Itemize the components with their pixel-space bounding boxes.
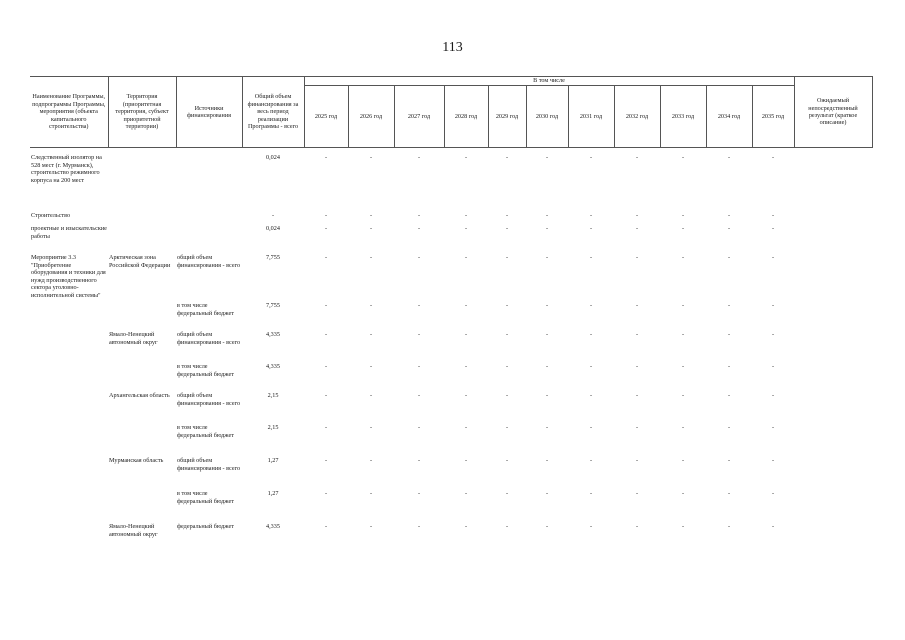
row-name	[30, 424, 108, 457]
row-year-value: -	[464, 331, 468, 339]
row-source	[176, 154, 242, 212]
row-total: 1,27	[267, 457, 279, 465]
row-year-value: -	[324, 457, 328, 465]
header-year: 2025 год	[304, 85, 348, 148]
row-year-value: -	[589, 392, 593, 400]
row-total: 4,335	[266, 363, 280, 371]
header-year: 2028 год	[444, 85, 488, 148]
row-year-value: -	[771, 154, 775, 161]
row-year-value: -	[681, 212, 685, 219]
row-year-value: -	[545, 523, 549, 531]
row-year-value: -	[771, 302, 775, 310]
row-result	[794, 302, 872, 331]
row-year-value: -	[505, 523, 509, 531]
row-year-value: -	[505, 254, 509, 261]
header-including: В том числе	[304, 77, 794, 86]
table-row	[30, 154, 872, 212]
row-year-value: -	[727, 457, 731, 465]
row-year-value: -	[369, 490, 373, 498]
row-year-value: -	[681, 523, 685, 531]
row-year-value: -	[589, 154, 593, 161]
row-name: Строительство	[31, 212, 71, 219]
row-source: в том числе федеральный бюджет	[177, 302, 234, 317]
row-year-value: -	[771, 392, 775, 400]
row-source: в том числе федеральный бюджет	[177, 424, 234, 439]
row-name	[30, 331, 108, 363]
row-year-value: -	[324, 392, 328, 400]
header-year: 2032 год	[614, 85, 660, 148]
row-year-value: -	[417, 490, 421, 498]
row-year-value: -	[635, 363, 639, 371]
row-territory	[108, 490, 176, 523]
row-year-value: -	[464, 523, 468, 531]
row-year-value: -	[681, 363, 685, 371]
row-year-value: -	[545, 392, 549, 400]
row-year-value: -	[545, 302, 549, 310]
header-name: Наименование Программы, подпрограммы Программы, мероприятия (объекта капитального строительства)	[30, 77, 108, 148]
row-year-value: -	[324, 154, 328, 161]
row-source: в том числе федеральный бюджет	[177, 490, 234, 505]
row-year-value: -	[589, 225, 593, 232]
row-name	[30, 363, 108, 392]
row-year-value: -	[464, 363, 468, 371]
row-year-value: -	[727, 254, 731, 261]
row-year-value: -	[464, 424, 468, 432]
row-name	[30, 392, 108, 424]
row-total: 2,15	[267, 424, 279, 432]
row-year-value: -	[635, 302, 639, 310]
row-year-value: -	[681, 302, 685, 310]
row-year-value: -	[635, 331, 639, 339]
row-year-value: -	[505, 457, 509, 465]
row-year-value: -	[464, 490, 468, 498]
row-year-value: -	[417, 225, 421, 232]
row-year-value: -	[635, 523, 639, 531]
row-year-value: -	[464, 392, 468, 400]
row-year-value: -	[771, 331, 775, 339]
row-year-value: -	[545, 154, 549, 161]
page-number: 113	[442, 40, 463, 55]
row-year-value: -	[545, 225, 549, 232]
row-year-value: -	[545, 457, 549, 465]
row-year-value: -	[545, 424, 549, 432]
row-source: общий объем финансирования - всего	[177, 254, 241, 269]
row-year-value: -	[771, 490, 775, 498]
row-year-value: -	[369, 392, 373, 400]
row-source: общий объем финансирования - всего	[177, 331, 241, 346]
row-year-value: -	[369, 424, 373, 432]
row-year-value: -	[681, 392, 685, 400]
row-year-value: -	[727, 392, 731, 400]
table-row	[30, 212, 872, 225]
row-year-value: -	[505, 154, 509, 161]
row-name	[30, 302, 108, 331]
header-year: 2030 год	[526, 85, 568, 148]
row-source	[176, 225, 242, 254]
table-header	[30, 76, 873, 148]
row-year-value: -	[324, 225, 328, 232]
row-territory: Ямало-Ненецкий автономный округ	[109, 331, 158, 346]
row-total: -	[271, 212, 275, 219]
row-year-value: -	[681, 457, 685, 465]
row-year-value: -	[589, 523, 593, 531]
row-result	[794, 490, 872, 523]
row-source: общий объем финансирования - всего	[177, 457, 241, 472]
row-year-value: -	[771, 424, 775, 432]
row-year-value: -	[635, 212, 639, 219]
table-row	[30, 424, 872, 457]
row-year-value: -	[545, 363, 549, 371]
row-year-value: -	[369, 363, 373, 371]
row-year-value: -	[417, 523, 421, 531]
row-total: 2,15	[267, 392, 279, 400]
row-year-value: -	[417, 363, 421, 371]
row-year-value: -	[464, 254, 468, 261]
header-year: 2035 год	[752, 85, 794, 148]
row-year-value: -	[505, 302, 509, 310]
row-result	[794, 154, 872, 212]
row-year-value: -	[505, 392, 509, 400]
row-year-value: -	[417, 424, 421, 432]
row-year-value: -	[464, 212, 468, 219]
row-total: 0,024	[266, 225, 280, 232]
header-year: 2034 год	[706, 85, 752, 148]
row-result	[794, 523, 872, 543]
row-year-value: -	[727, 331, 731, 339]
row-year-value: -	[771, 457, 775, 465]
row-year-value: -	[635, 490, 639, 498]
row-territory	[108, 424, 176, 457]
row-year-value: -	[324, 490, 328, 498]
row-territory	[108, 363, 176, 392]
row-year-value: -	[589, 254, 593, 261]
row-year-value: -	[369, 331, 373, 339]
row-year-value: -	[727, 212, 731, 219]
row-year-value: -	[417, 212, 421, 219]
row-territory	[108, 212, 176, 225]
table-row	[30, 523, 872, 543]
row-source: общий объем финансирования - всего	[177, 392, 241, 407]
row-year-value: -	[464, 154, 468, 161]
row-year-value: -	[505, 225, 509, 232]
row-total: 0,024	[266, 154, 280, 161]
row-source: федеральный бюджет	[177, 523, 234, 531]
row-territory: Арктическая зона Российской Федерации	[109, 254, 171, 269]
row-year-value: -	[324, 302, 328, 310]
row-year-value: -	[635, 154, 639, 161]
row-name: Следственный изолятор на 528 мест (г. Мурманск), строительство режимного корпуса на 200 мест	[31, 154, 102, 184]
row-territory: Архангельская область	[109, 392, 170, 400]
row-year-value: -	[505, 212, 509, 219]
row-year-value: -	[505, 331, 509, 339]
row-year-value: -	[635, 392, 639, 400]
row-year-value: -	[681, 154, 685, 161]
header-total: Общий объем финансирования за весь период реализации Программы - всего	[242, 77, 304, 148]
row-territory	[108, 225, 176, 254]
row-year-value: -	[635, 457, 639, 465]
row-result	[794, 212, 872, 225]
row-year-value: -	[417, 331, 421, 339]
row-name	[30, 457, 108, 490]
row-total: 1,27	[267, 490, 279, 498]
table-row	[30, 490, 872, 523]
row-year-value: -	[589, 363, 593, 371]
row-year-value: -	[464, 457, 468, 465]
row-year-value: -	[771, 363, 775, 371]
row-total: 4,335	[266, 331, 280, 339]
table-row	[30, 254, 872, 302]
row-year-value: -	[635, 424, 639, 432]
row-year-value: -	[369, 225, 373, 232]
table-row	[30, 363, 872, 392]
row-result	[794, 331, 872, 363]
row-year-value: -	[417, 457, 421, 465]
row-year-value: -	[505, 490, 509, 498]
row-year-value: -	[417, 392, 421, 400]
table-row	[30, 331, 872, 363]
row-year-value: -	[545, 212, 549, 219]
row-year-value: -	[589, 490, 593, 498]
row-year-value: -	[681, 424, 685, 432]
row-year-value: -	[545, 331, 549, 339]
header-result: Ожидаемый непосредственный результат (краткое описание)	[794, 77, 872, 148]
table-row	[30, 302, 872, 331]
row-year-value: -	[369, 457, 373, 465]
row-year-value: -	[771, 254, 775, 261]
row-year-value: -	[727, 523, 731, 531]
row-year-value: -	[635, 254, 639, 261]
row-year-value: -	[505, 363, 509, 371]
row-result	[794, 363, 872, 392]
row-total: 7,755	[266, 254, 280, 261]
row-year-value: -	[545, 490, 549, 498]
row-year-value: -	[681, 254, 685, 261]
row-year-value: -	[369, 523, 373, 531]
row-result	[794, 457, 872, 490]
row-year-value: -	[324, 523, 328, 531]
row-year-value: -	[324, 254, 328, 261]
row-year-value: -	[589, 212, 593, 219]
table-row	[30, 225, 872, 254]
row-year-value: -	[681, 490, 685, 498]
row-year-value: -	[324, 331, 328, 339]
row-year-value: -	[417, 154, 421, 161]
row-result	[794, 424, 872, 457]
row-year-value: -	[324, 363, 328, 371]
row-year-value: -	[464, 302, 468, 310]
row-year-value: -	[771, 212, 775, 219]
row-year-value: -	[417, 302, 421, 310]
row-territory: Мурманская область	[109, 457, 164, 465]
row-year-value: -	[727, 302, 731, 310]
row-name	[30, 523, 108, 543]
row-territory	[108, 154, 176, 212]
header-year: 2033 год	[660, 85, 706, 148]
header-year: 2031 год	[568, 85, 614, 148]
row-source: в том числе федеральный бюджет	[177, 363, 234, 378]
header-year: 2029 год	[488, 85, 526, 148]
row-year-value: -	[589, 457, 593, 465]
row-year-value: -	[727, 154, 731, 161]
row-result	[794, 254, 872, 302]
row-year-value: -	[369, 254, 373, 261]
row-year-value: -	[589, 331, 593, 339]
row-year-value: -	[417, 254, 421, 261]
row-year-value: -	[464, 225, 468, 232]
row-year-value: -	[324, 212, 328, 219]
row-year-value: -	[545, 254, 549, 261]
row-year-value: -	[771, 523, 775, 531]
row-year-value: -	[635, 225, 639, 232]
row-year-value: -	[681, 225, 685, 232]
row-year-value: -	[369, 302, 373, 310]
row-name: Мероприятие 3.3 "Приобретение оборудования и техники для нужд производственного сектора уголовно-исполнительной системы"	[31, 254, 106, 299]
row-territory	[108, 302, 176, 331]
row-year-value: -	[324, 424, 328, 432]
row-result	[794, 225, 872, 254]
row-year-value: -	[369, 154, 373, 161]
row-name	[30, 490, 108, 523]
row-result	[794, 392, 872, 424]
table-row	[30, 457, 872, 490]
header-year: 2026 год	[348, 85, 394, 148]
header-source: Источники финансирования	[176, 77, 242, 148]
row-year-value: -	[727, 363, 731, 371]
row-year-value: -	[727, 225, 731, 232]
row-year-value: -	[589, 424, 593, 432]
row-year-value: -	[369, 212, 373, 219]
row-territory: Ямало-Ненецкий автономный округ	[109, 523, 158, 538]
header-year: 2027 год	[394, 85, 444, 148]
row-total: 7,755	[266, 302, 280, 310]
row-name: проектные и изыскательские работы	[31, 225, 107, 240]
table-row	[30, 392, 872, 424]
row-total: 4,335	[266, 523, 280, 531]
row-year-value: -	[505, 424, 509, 432]
row-year-value: -	[727, 490, 731, 498]
row-year-value: -	[727, 424, 731, 432]
program-table	[30, 154, 872, 543]
header-territory: Территория (приоритетная территория, субъект приоритетной территории)	[108, 77, 176, 148]
row-source	[176, 212, 242, 225]
row-year-value: -	[681, 331, 685, 339]
row-year-value: -	[771, 225, 775, 232]
row-year-value: -	[589, 302, 593, 310]
